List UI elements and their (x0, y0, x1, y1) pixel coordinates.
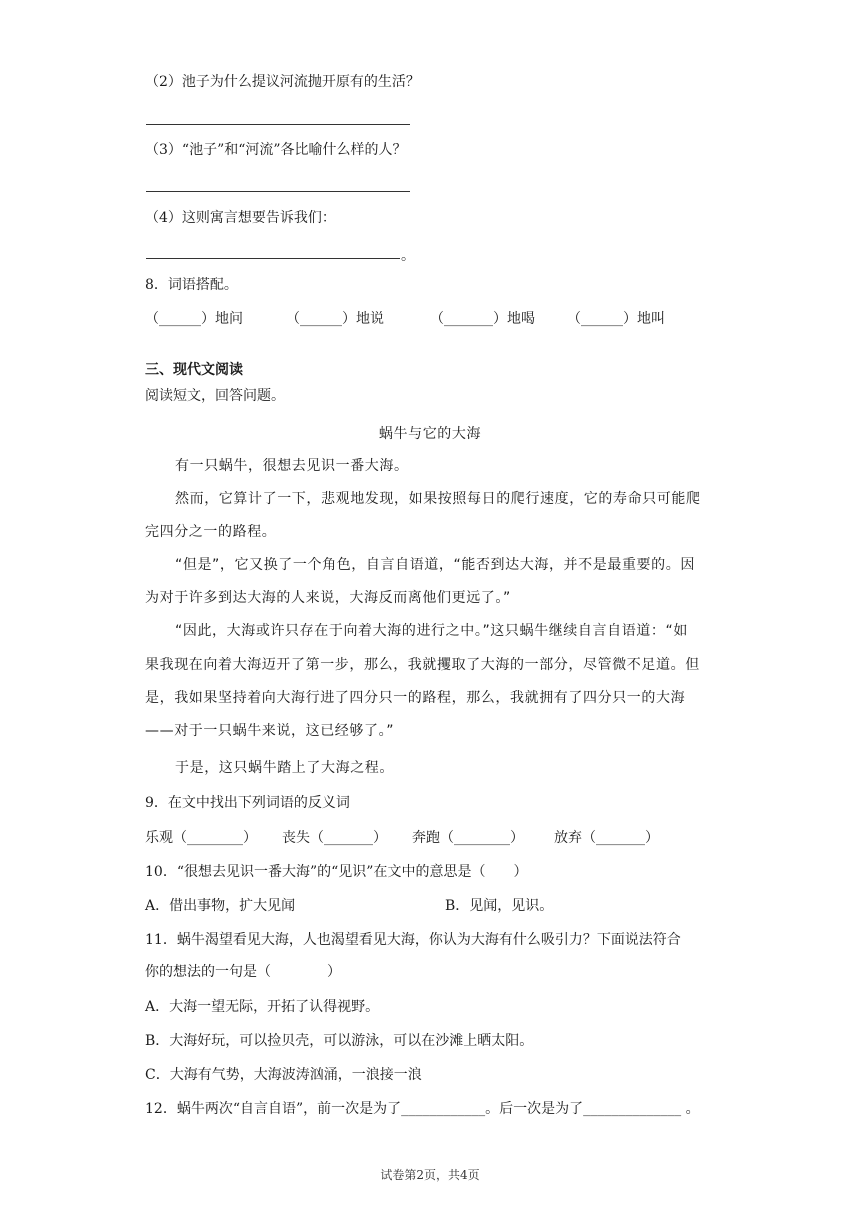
q8-item-4: （______）地叫 (567, 311, 665, 327)
passage-line: 果我现在向着大海迈开了第一步，那么，我就攫取了大海的一部分，尽管微不足道。但 (145, 657, 700, 673)
passage-line: “因此，大海或许只存在于向着大海的进行之中。”这只蜗牛继续自言自语道：“如 (175, 623, 688, 639)
q8-item-3: （_______）地喝 (430, 311, 535, 327)
passage-line: 为对于许多到达大海的人来说，大海反而离他们更远了。” (145, 590, 511, 606)
section-title: 三、现代文阅读 (145, 362, 243, 378)
q8-item-1: （______）地问 (145, 311, 243, 327)
q10-option-a[interactable]: A．借出事物，扩大见闻 (145, 898, 296, 914)
q11-option-a[interactable]: A．大海一望无际，开拓了认得视野。 (145, 999, 380, 1015)
q11-option-c[interactable]: C．大海有气势，大海波涛汹涌，一浪接一浪 (145, 1067, 422, 1083)
q9-item-3: 奔跑（________） (412, 830, 524, 846)
q11-title-line2: 你的想法的一句是（ ） (145, 964, 341, 980)
q8-item-2: （______）地说 (286, 311, 384, 327)
section-instruction: 阅读短文，回答问题。 (145, 388, 285, 404)
q7-sub3-answer-line[interactable] (146, 191, 410, 192)
q8-title: 8．词语搭配。 (145, 277, 238, 293)
passage-line: 于是，这只蜗牛踏上了大海之程。 (175, 760, 394, 776)
q10-title: 10．“很想去见识一番大海”的“见识”在文中的意思是（ ） (145, 864, 528, 880)
q9-title: 9．在文中找出下列词语的反义词 (145, 795, 350, 811)
passage-line: 完四分之一的路程。 (145, 524, 277, 540)
q7-sub2-answer-line[interactable] (146, 124, 410, 125)
q7-sub4-answer-line[interactable] (146, 258, 400, 259)
passage-line: 然而，它算计了一下，悲观地发现，如果按照每日的爬行速度，它的寿命只可能爬 (175, 491, 701, 507)
q7-sub3: （3）“池子”和“河流”各比喻什么样的人？ (145, 142, 407, 158)
q11-option-b[interactable]: B．大海好玩，可以捡贝壳，可以游泳，可以在沙滩上晒太阳。 (145, 1033, 534, 1049)
q12-text: 12．蜗牛两次“自言自语”，前一次是为了____________。后一次是为了______________ 。 (145, 1101, 700, 1117)
q7-sub4-end: 。 (401, 248, 415, 264)
q9-item-4: 放弃（_______） (554, 830, 659, 846)
page-footer: 试卷第2页，共4页 (380, 1168, 480, 1182)
q7-sub2: （2）池子为什么提议河流抛开原有的生活？ (145, 74, 420, 90)
passage-line: ——对于一只蜗牛来说，这已经够了。” (145, 723, 395, 739)
q9-item-2: 丧失（_______） (282, 830, 387, 846)
q9-item-1: 乐观（________） (145, 830, 257, 846)
q7-sub4: （4）这则寓言想要告诉我们： (145, 210, 336, 226)
passage-title: 蜗牛与它的大海 (378, 426, 482, 442)
q11-title-line1: 11．蜗牛渴望看见大海，人也渴望看见大海，你认为大海有什么吸引力？下面说法符合 (145, 932, 681, 948)
q10-option-b[interactable]: B．见闻，见识。 (445, 898, 554, 914)
passage-line: 有一只蜗牛，很想去见识一番大海。 (175, 458, 409, 474)
passage-line: 是，我如果坚持着向大海行进了四分只一的路程，那么，我就拥有了四分只一的大海 (145, 690, 686, 706)
passage-line: “但是”，它又换了一个角色，自言自语道，“能否到达大海，并不是最重要的。因 (175, 557, 695, 573)
